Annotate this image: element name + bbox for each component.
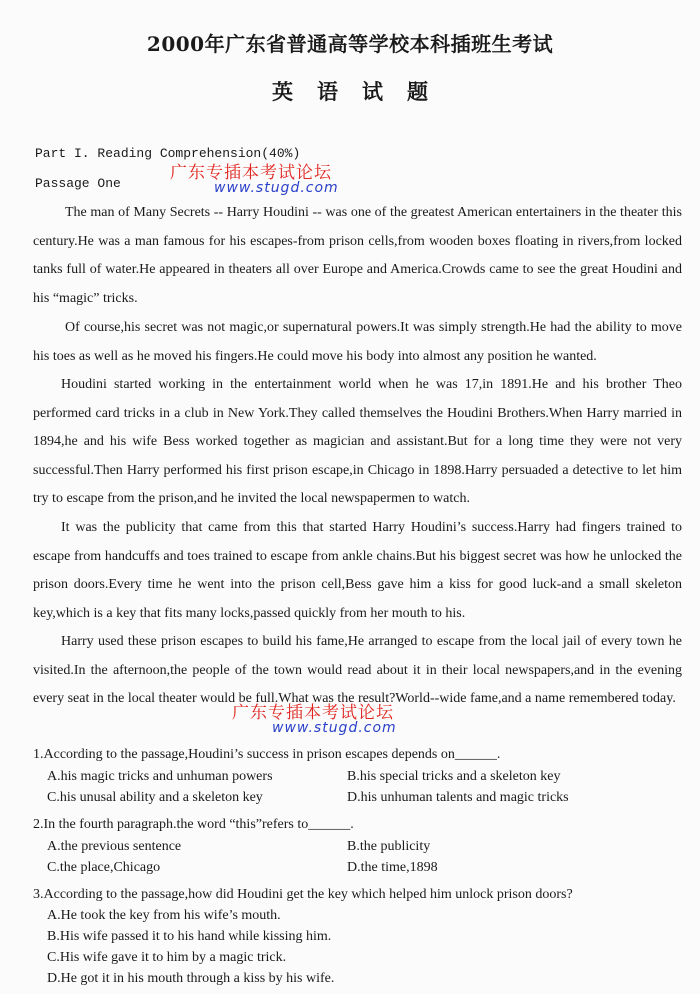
q1-option-b: B.his special tricks and a skeleton key	[347, 769, 561, 784]
watermark-text-2: 广东专插本考试论坛	[232, 703, 394, 723]
question-1: 1.According to the passage,Houdini’s success in prison escapes depends on______.	[33, 747, 501, 762]
paragraph-5: Harry used these prison escapes to build his fame,He arranged to escape from the local jail of every town he visited.In the afternoon,the people of the town would read about it in their local newspapers,and in the evening every seat in the local theater would be full.What was the result?World--wide fame,and a name remembered today.	[33, 634, 682, 707]
q3-option-c: C.His wife gave it to him by a magic trick.	[47, 950, 287, 965]
q2-option-a: A.the previous sentence	[47, 839, 182, 854]
question-2: 2.In the fourth paragraph.the word “this”refers to______.	[33, 817, 354, 832]
question-3: 3.According to the passage,how did Houdini get the key which helped him unlock prison doors?	[33, 887, 573, 902]
q1-option-c: C.his unusal ability and a skeleton key	[47, 790, 263, 805]
paragraph-1: The man of Many Secrets -- Harry Houdini -- was one of the greatest American entertainers in the theater this century.He was a man famous for his escapes-from prison cells,from wooden boxes floating in rivers,from locked tanks full of water.He appeared in theaters all over Europe and America.Crowds came to see the great Houdini and his “magic” tricks.	[33, 205, 682, 306]
paragraph-4: It was the publicity that came from this that started Harry Houdini’s success.Harry had fingers trained to escape from handcuffs and toes trained to escape from ankle chains.But his biggest secret was how he unlocked the prison doors.Every time he went into the prison cell,Bess gave him a kiss for good luck-and a small skeleton key,which is a key that fits many locks,passed quickly from her mouth to his.	[33, 520, 682, 621]
q3-option-d: D.He got it in his mouth through a kiss by his wife.	[47, 971, 335, 986]
passage-heading: Passage One	[35, 176, 121, 191]
q3-option-a: A.He took the key from his wife’s mouth.	[47, 908, 281, 923]
q2-option-b: B.the publicity	[347, 839, 431, 854]
exam-subtitle: 英语试题	[272, 79, 452, 104]
watermark-url-2: www.stugd.com	[272, 720, 397, 736]
watermark-text-1: 广东专插本考试论坛	[170, 163, 332, 183]
q1-option-a: A.his magic tricks and unhuman powers	[47, 769, 273, 784]
q3-option-b: B.His wife passed it to his hand while kissing him.	[47, 929, 332, 944]
exam-title: 2000年广东省普通高等学校本科插班生考试	[146, 32, 554, 56]
q2-option-c: C.the place,Chicago	[47, 860, 161, 875]
q2-option-d: D.the time,1898	[347, 860, 438, 875]
paragraph-2: Of course,his secret was not magic,or supernatural powers.It was simply strength.He had the ability to move his toes as well as he moved his fingers.He could move his body into almost any position he wanted.	[33, 320, 682, 364]
watermark-url-1: www.stugd.com	[214, 180, 339, 196]
paragraph-3: Houdini started working in the entertainment world when he was 17,in 1891.He and his brother Theo performed card tricks in a club in New York.They called themselves the Houdini Brothers.When Harry married in 1894,he and his wife Bess worked together as magician and assistant.But for a long time they were not very successful.Then Harry performed his first prison escape,in Chicago in 1898.Harry persuaded a detective to let him try to escape from the prison,and he invited the local newspapermen to watch.	[33, 377, 682, 507]
q1-option-d: D.his unhuman talents and magic tricks	[347, 790, 569, 805]
part-heading: Part I. Reading Comprehension(40%)	[35, 146, 301, 161]
